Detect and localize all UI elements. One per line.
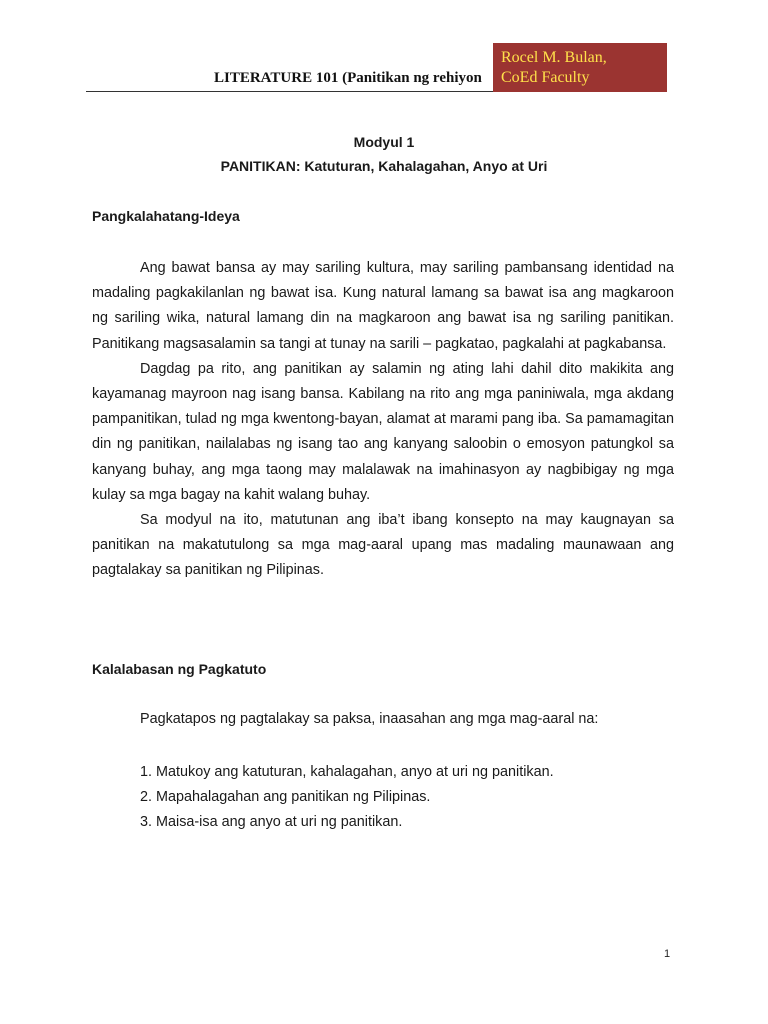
list-item: 1. Matukoy ang katuturan, kahalagahan, anyo at uri ng panitikan.	[140, 764, 554, 780]
overview-paragraph: Dagdag pa rito, ang panitikan ay salamin ng ating lahi dahil dito makikita ang kayamanag mayroon nag isang bansa. Kabilang na rito ang mga paniniwala, mga akdang pampanitikan, tulad ng mga kwentong-bayan, alamat at marami pang iba. Sa pamamagitan din ng panitikan, nailalabas ng isang tao ang kanyang saloobin o emosyon patungkol sa kanyang buhay, ang mga taong may malalawak na imahinasyon ay nagbibigay ng mga kulay sa mga bagay na kahit walang buhay.	[92, 360, 674, 503]
overview-paragraph: Ang bawat bansa ay may sariling kultura, may sariling pambansang identidad na madaling pagkakilanlan ng bawat isa. Kung natural lamang sa bawat isa ang magkaroon ng sariling wika, natural lamang din na magkaroon ang bawat isa ng sariling panitikan. Panitikang magsasalamin sa tangi at tunay na sarili – pagkatao, pagkalahi at pagkabansa.	[92, 260, 674, 352]
objectives-intro: Pagkatapos ng pagtalakay sa paksa, inaasahan ang mga mag-aaral na:	[140, 711, 599, 727]
overview-paragraph: Sa modyul na ito, matutunan ang iba’t ibang konsepto na may kaugnayan sa panitikan na makatutulong sa mga mag-aaral upang mas madaling maunawaan ang pagtalakay sa panitikan ng Pilipinas.	[92, 512, 674, 579]
author-role: CoEd Faculty	[501, 69, 590, 86]
list-item: 3. Maisa-isa ang anyo at uri ng panitikan.	[140, 814, 403, 830]
module-subtitle: PANITIKAN: Katuturan, Kahalagahan, Anyo at Uri	[220, 158, 548, 174]
overview-heading: Pangkalahatang-Ideya	[92, 208, 240, 224]
module-title: Modyul 1	[353, 134, 415, 150]
objectives-list	[140, 760, 554, 835]
author-name: Rocel M. Bulan,	[501, 49, 607, 66]
page-number: 1	[664, 948, 671, 960]
header-divider	[86, 91, 494, 92]
list-item: 2. Mapahalagahan ang panitikan ng Pilipinas.	[140, 789, 431, 805]
overview-body	[92, 256, 674, 584]
course-title: LITERATURE 101 (Panitikan ng rehiyon	[214, 70, 482, 86]
objectives-heading: Kalalabasan ng Pagkatuto	[92, 661, 267, 677]
author-box	[493, 43, 667, 92]
